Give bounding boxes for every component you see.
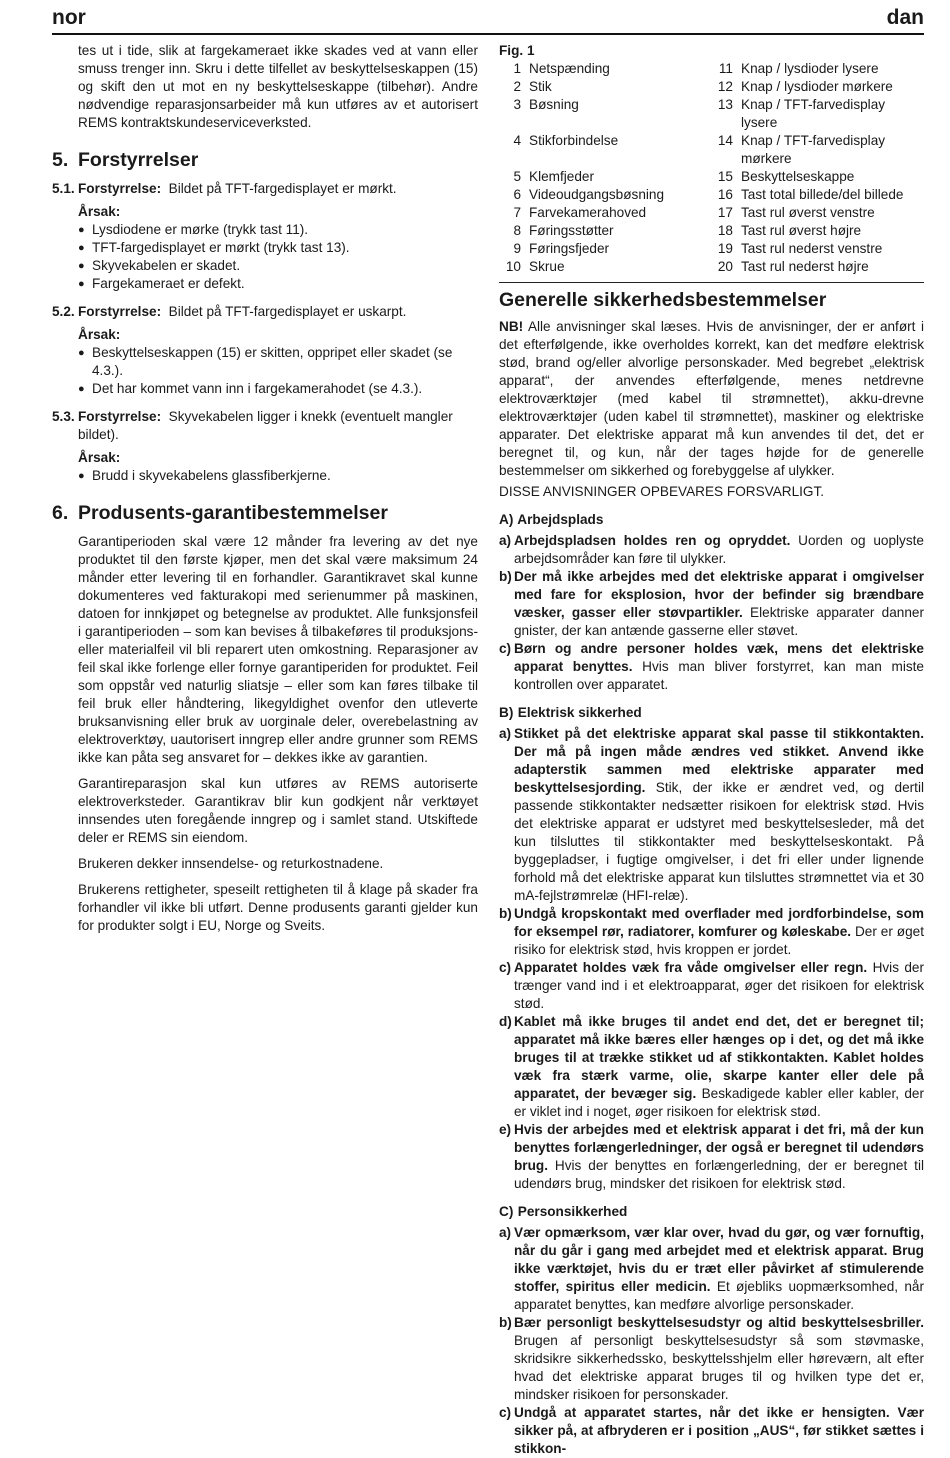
legend-number: 5 — [513, 169, 521, 184]
category-heading-b — [499, 704, 924, 722]
fault-text: Bildet på TFT-fargedisplayet er mørkt. — [168, 181, 397, 196]
legend-text: Bøsning — [529, 97, 579, 112]
list-item: ● Det har kommet vann inn i fargekamerahodet (se 4.3.). — [78, 380, 478, 398]
safety-item — [499, 1224, 924, 1314]
item-text: Elektriske apparater danner gnister, der kan antænde gasserne eller støvet. — [514, 605, 924, 638]
list-item — [711, 222, 924, 240]
section-number: 5. — [52, 149, 69, 171]
figure-legend — [499, 60, 924, 276]
safety-item — [499, 1404, 924, 1458]
list-item — [499, 186, 711, 204]
category-title: Elektrisk sikkerhed — [517, 705, 642, 720]
list-item — [499, 96, 711, 132]
legend-text: Beskyttelseskappe — [741, 169, 855, 184]
safety-item — [499, 725, 924, 905]
legend-text: Skrue — [529, 259, 565, 274]
item-letter: a) — [499, 533, 512, 548]
cause-label: Årsak: — [78, 204, 121, 219]
item-letter: d) — [499, 1014, 512, 1029]
legend-number: 13 — [717, 97, 733, 112]
category-heading-c — [499, 1203, 924, 1221]
legend-number: 16 — [717, 187, 733, 202]
item-text: Hvis der trænger vand ind i et elektroapparat, øger det risikoen for elektrisk stød. — [514, 960, 924, 1011]
safety-item — [499, 1013, 924, 1121]
list-item — [499, 258, 711, 276]
legend-number: 9 — [513, 241, 521, 256]
header-rule — [52, 33, 924, 35]
item-emphasis: Apparatet holdes væk fra våde omgivelser eller regn. — [514, 960, 868, 975]
header-language-left: nor — [52, 6, 86, 29]
legend-text: Føringsfjeder — [529, 241, 610, 256]
item-letter: b) — [499, 569, 512, 584]
category-letter: A) — [499, 512, 514, 527]
item-text: Der er øget risiko for elektrisk stød, hvis kroppen er jordet. — [514, 924, 924, 957]
list-item — [711, 240, 924, 258]
item-emphasis: Hvis der arbejdes med et elektrisk apparat i det fri, må der kun benyttes forlængerledninger, der også er beregnet til udendørs brug. — [514, 1122, 924, 1173]
safety-item — [499, 1314, 924, 1404]
item-text: Stik, der ikke er ændret ved, og dertil passende stikkontakter nedsætter risikoen for elektrisk stød. Hvis det elektriske apparat er udstyret med beskyttelsesleder, må det kun tilsluttes til stikkontakter med beskyttelseskontakt. På byggepladser, i fugtige omgivelser, i det fri eller under lignende forhold må det elektriske apparat kun tilsluttes strømnettet via et 30 mA-fejlstrømrelæ (HFI-relæ). — [514, 780, 924, 903]
item-emphasis: Arbejdspladsen holdes ren og opryddet. — [514, 533, 791, 548]
cause-list — [52, 344, 478, 398]
legend-text: Knap / TFT-farvedisplay lysere — [741, 97, 886, 130]
legend-text: Tast rul nederst højre — [741, 259, 869, 274]
category-letter: C) — [499, 1204, 514, 1219]
intro-paragraph: tes ut i tide, slik at fargekameraet ikke skades ved at vann eller smuss trenger inn. Skru i dette tilfellet av beskyttelseskappen (15) og skift den ut mot en ny beskyttelseskappe (tilbehør). Andre nødvendige reparasjonsarbeider må kun utføres av et autorisert REMS kontraktskundeserviceverksted. — [78, 43, 478, 130]
item-letter: b) — [499, 1315, 512, 1330]
legend-number: 18 — [717, 223, 733, 238]
item-emphasis: Kablet må ikke bruges til andet end det, det er beregnet til; apparatet må ikke bæres eller hænges op i det, og det må ikke bruges til at trække stikket ud af stikkontakten. Kablet holdes væk fra stærk varme, olie, skarpe kanter eller dele på apparatet, der bevæger sig. — [514, 1014, 924, 1101]
legend-text: Knap / lysdioder mørkere — [741, 79, 893, 94]
legend-text: Tast rul øverst venstre — [741, 205, 875, 220]
fault-text: Skyvekabelen ligger i knekk (eventuelt mangler bildet). — [78, 409, 453, 442]
legend-number: 3 — [513, 97, 521, 112]
safety-item — [499, 532, 924, 568]
list-item — [711, 186, 924, 204]
category-title: Personsikkerhed — [517, 1204, 628, 1219]
header-language-right: dan — [886, 6, 924, 29]
right-column — [499, 42, 924, 1458]
fault-text: Bildet på TFT-fargedisplayet er uskarpt. — [168, 304, 407, 319]
fault-5-1 — [52, 180, 478, 293]
legend-text: Knap / lysdioder lysere — [741, 61, 879, 76]
section-6-heading — [52, 501, 478, 525]
legend-number: 7 — [513, 205, 521, 220]
safety-heading: Generelle sikkerhedsbestemmelser — [499, 289, 827, 311]
list-item — [499, 240, 711, 258]
safety-item — [499, 959, 924, 1013]
item-letter: c) — [499, 960, 512, 975]
category-heading-a — [499, 511, 924, 529]
nb-text: Alle anvisninger skal læses. Hvis de anvisninger, der er anført i det efterfølgende, ikke overholdes korrekt, kan det medføre elektrisk stød, brand og/eller alvorlige personskader. Med begrebet „elektrisk apparat“, der anvendes efterfølgende, menes netdrevne elektroværktøjer (med kabel til strømnettet), akku-drevne elektroværktøjer (uden kabel til strømnettet), maskiner og elektriske apparater. Det elektriske apparat må kun anvendes til det, det er beregnet til, og kun, når der tages højde for de generelle bestemmelser om sikkerhed og forebyggelse af ulykker. — [499, 319, 924, 478]
list-item — [499, 132, 711, 168]
legend-number: 6 — [513, 187, 521, 202]
nb-paragraph — [499, 318, 924, 480]
list-item: ● Fargekameraet er defekt. — [78, 275, 478, 293]
legend-text: Stik — [529, 79, 552, 94]
legend-number: 12 — [717, 79, 733, 94]
warranty-paragraph: Garantireparasjon skal kun utføres av REMS autoriserte elektroverksteder. Garantikrav blir kun godkjent når verktøyet innsendes uten foregående inngrep og i samlet stand. Utskiftede deler er REMS sin eiendom. — [78, 776, 478, 845]
item-emphasis: Vær opmærksom, vær klar over, hvad du gør, og vær fornuftig, når du går i gang med arbejdet med et elektrisk apparat. Brug ikke værktøjet, hvis du er træt eller påvirket af stimulerende stoffer, spiritus eller medicin. — [514, 1225, 924, 1294]
legend-number: 2 — [513, 79, 521, 94]
list-item — [711, 132, 924, 168]
legend-number: 8 — [513, 223, 521, 238]
legend-number: 10 — [505, 259, 521, 274]
list-item — [499, 204, 711, 222]
list-item — [499, 60, 711, 78]
fault-5-2 — [52, 303, 478, 398]
section-title: Produsents-garantibestemmelser — [78, 502, 388, 524]
legend-text: Tast rul øverst højre — [741, 223, 862, 238]
item-emphasis: Der må ikke arbejdes med det elektriske apparat i omgivelser med fare for eksplosion, hvor der befinder sig brændbare væsker, gasser eller støvpartikler. — [514, 569, 924, 620]
list-item: ● Beskyttelseskappen (15) er skitten, oppripet eller skadet (se 4.3.). — [78, 344, 478, 380]
list-item — [499, 222, 711, 240]
item-emphasis: Bær personligt beskyttelsesudstyr og altid beskyttelsesbriller. — [514, 1315, 924, 1330]
cause-label: Årsak: — [78, 450, 121, 465]
legend-number: 11 — [718, 61, 733, 76]
list-item — [711, 60, 924, 78]
legend-text: Klemfjeder — [529, 169, 594, 184]
item-text: Et øjebliks uopmærksomhed, når apparatet benyttes, kan medføre alvorlige personskader. — [514, 1279, 925, 1312]
item-emphasis: Undgå at apparatet startes, når det ikke er hensigten. Vær sikker på, at afbryderen er i position „AUS“, før stikket sættes i stikkon- — [514, 1405, 924, 1456]
item-letter: c) — [499, 1405, 512, 1420]
item-text: Hvis man bliver forstyrret, kan man miste kontrollen over apparatet. — [514, 659, 924, 692]
list-item: ● Lysdiodene er mørke (trykk tast 11). — [78, 221, 478, 239]
category-title: Arbejdsplads — [517, 512, 604, 527]
figure-legend-title: Fig. 1 — [499, 43, 535, 58]
fault-number: 5.3. — [52, 409, 75, 424]
section-title: Forstyrrelser — [78, 149, 199, 171]
list-item — [711, 168, 924, 186]
legend-text: Videoudgangsbøsning — [529, 187, 665, 202]
nb-label: NB! — [499, 319, 524, 334]
legend-number: 1 — [513, 61, 521, 76]
safety-item — [499, 640, 924, 694]
list-item — [711, 204, 924, 222]
section-5-heading — [52, 148, 478, 172]
list-item: ● Brudd i skyvekabelens glassfiberkjerne. — [78, 467, 478, 485]
keep-instructions-note: DISSE ANVISNINGER OPBEVARES FORSVARLIGT. — [499, 484, 825, 499]
safety-item — [499, 905, 924, 959]
legend-number: 15 — [717, 169, 733, 184]
legend-number: 19 — [717, 241, 733, 256]
legend-number: 4 — [513, 133, 521, 148]
fault-label: Forstyrrelse: — [78, 181, 162, 196]
list-item — [711, 96, 924, 132]
left-column — [52, 42, 478, 935]
item-letter: b) — [499, 906, 512, 921]
category-letter: B) — [499, 705, 514, 720]
fault-label: Forstyrrelse: — [78, 304, 162, 319]
item-emphasis: Børn og andre personer holdes væk, mens det elektriske apparat benyttes. — [514, 641, 924, 674]
cause-list — [52, 467, 478, 485]
item-emphasis: Stikket på det elektriske apparat skal passe til stikkontakten. Der må på ingen måde ændres ved stikket. Anvend ikke adapterstik sammen med elektriske apparater med beskyttelsesjording. — [514, 726, 924, 795]
list-item: ● Skyvekabelen er skadet. — [78, 257, 478, 275]
fault-number: 5.1. — [52, 181, 75, 196]
safety-item — [499, 568, 924, 640]
item-letter: c) — [499, 641, 512, 656]
legend-text: Knap / TFT-farvedisplay mørkere — [741, 133, 886, 166]
list-item — [499, 168, 711, 186]
legend-text: Netspænding — [529, 61, 610, 76]
section-number: 6. — [52, 502, 69, 524]
item-text: Uorden og uoplyste arbejdsområder kan føre til ulykker. — [514, 533, 924, 566]
item-text: Beskadigede kabler eller kabler, der er viklet ind i noget, øger risikoen for elektrisk stød. — [514, 1086, 924, 1119]
safety-item — [499, 1121, 924, 1193]
warranty-paragraph: Garantiperioden skal være 12 månder fra levering av det nye produktet til den første kjøper, men det skal være maksimum 24 månder etter levering til en forhandler. Garantikravet skal kunne dokumenteres ved fakturakopi med serienummer på maskinen, datoen for innkjøpet og betegnelse av produktet. Alle funksjonsfeil i garantiperioden – som kan bevises å tilbakeføres til produksjons- eller materialfeil vil bli reparert uten omkostning. Reparasjoner av feil skal ikke forlenge eller fornye garantiperiden for produktet. Feil som oppstår ved naturlig sliatsje – eller som kan føres tilbake til feil bruk eller håndtering, likegyldighet ovenfor den utleverte bruksanvisning eller bruk av uorginale deler, overebelastning av elektroverktøy, uautorisert inngrep eller andre grunner som REMS ikke kan påta seg ansvaret for – dekkes ikke av garantien. — [78, 534, 478, 765]
list-item: ● TFT-fargedisplayet er mørkt (trykk tast 13). — [78, 239, 478, 257]
section-divider — [499, 282, 924, 283]
item-letter: e) — [499, 1122, 512, 1137]
item-letter: a) — [499, 1225, 512, 1240]
cause-label: Årsak: — [78, 327, 121, 342]
list-item — [711, 258, 924, 276]
legend-text: Stikforbindelse — [529, 133, 619, 148]
warranty-paragraph: Brukerens rettigheter, speseilt rettigheten til å klage på skader fra forhandler vil ikke bli utført. Denne produsents garanti gjelder kun for produkter solgt i EU, Norge og Sveits. — [78, 882, 478, 933]
fault-5-3 — [52, 408, 478, 485]
item-text: Hvis der benyttes en forlængerledning, der er beregnet til udendørs brug, mindsker det risikoen for elektrisk stød. — [514, 1158, 924, 1191]
item-letter: a) — [499, 726, 512, 741]
legend-text: Tast rul nederst venstre — [741, 241, 883, 256]
warranty-paragraph: Brukeren dekker innsendelse- og returkostnadene. — [78, 856, 384, 871]
cause-list — [52, 221, 478, 293]
legend-text: Tast total billede/del billede — [741, 187, 904, 202]
item-emphasis: Undgå kropskontakt med overflader med jordforbindelse, som for eksempel rør, radiatorer, komfurer og køleskabe. — [514, 906, 924, 939]
legend-text: Farvekamerahoved — [529, 205, 647, 220]
fault-label: Forstyrrelse: — [78, 409, 162, 424]
legend-number: 14 — [717, 133, 733, 148]
legend-number: 20 — [717, 259, 733, 274]
list-item — [711, 78, 924, 96]
fault-number: 5.2. — [52, 304, 75, 319]
list-item — [499, 78, 711, 96]
legend-number: 17 — [717, 205, 733, 220]
legend-text: Føringsstøtter — [529, 223, 614, 238]
item-text: Brugen af personligt beskyttelsesudstyr så som støvmaske, skridsikre sikkerhedssko, beskyttelsshjelm eller høreværn, alt efter hvad det elektriske apparat bruges til og hvilken type det er, mindsker risikoen for personskader. — [514, 1333, 924, 1402]
